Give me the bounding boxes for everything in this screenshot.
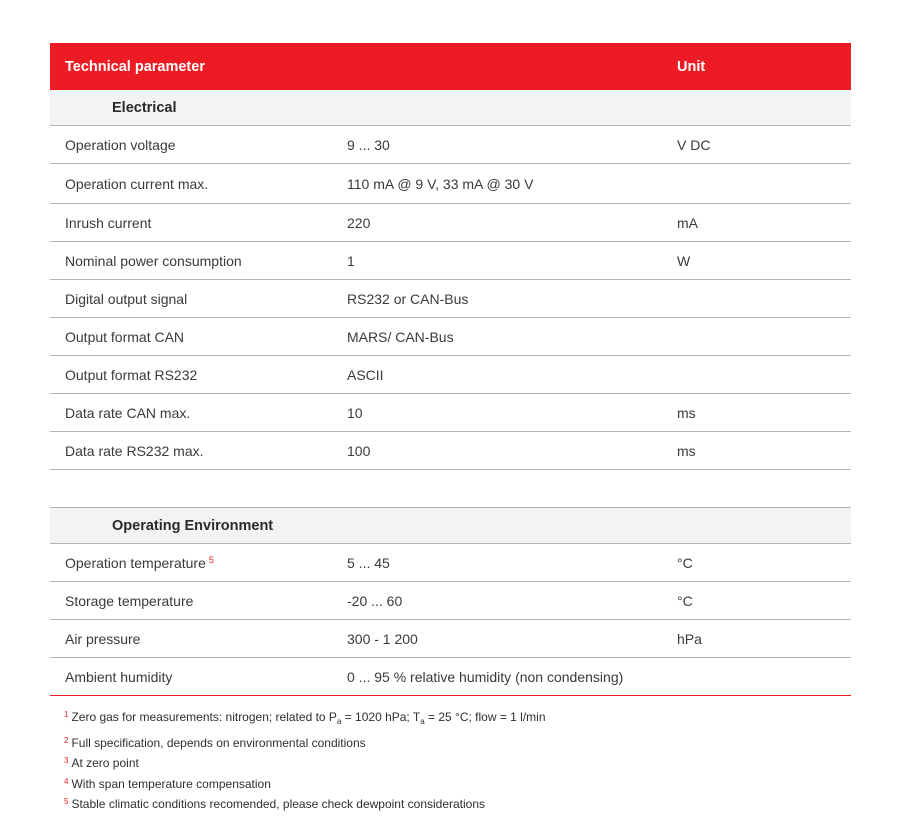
footnote-text: = 1020 hPa; T	[341, 710, 421, 724]
footnote-mark: 5	[64, 797, 69, 806]
param-name	[65, 555, 214, 571]
footnote-text: Zero gas for measurements: nitrogen; related to P	[71, 710, 337, 724]
spec-table	[50, 43, 851, 696]
param-name: Operation current max.	[65, 175, 209, 192]
footnote-subscript: a	[420, 717, 425, 726]
table-row	[50, 242, 851, 280]
footnote-mark: 1	[64, 710, 69, 719]
param-unit: W	[677, 252, 691, 269]
table-row	[50, 318, 851, 356]
table-row	[50, 544, 851, 582]
param-value: 220	[347, 214, 371, 231]
param-unit: ms	[677, 404, 696, 421]
table-row	[50, 204, 851, 242]
section-operating-environment: Operating Environment	[50, 508, 851, 544]
footnote-text: Full specification, depends on environmental conditions	[71, 735, 366, 750]
table-row	[50, 394, 851, 432]
footnote-4	[64, 773, 546, 794]
table-row	[50, 582, 851, 620]
footnote-5	[64, 793, 546, 814]
section-spacer	[50, 470, 851, 508]
footnote-3	[64, 752, 546, 773]
param-unit: hPa	[677, 630, 702, 647]
header-parameter: Technical parameter	[65, 58, 205, 75]
param-name: Inrush current	[65, 214, 152, 231]
footnote-text: Stable climatic conditions recomended, please check dewpoint considerations	[71, 797, 486, 811]
param-unit: °C	[677, 554, 693, 571]
param-name: Air pressure	[65, 630, 141, 647]
param-value: 0 ... 95 % relative humidity (non condensing)	[347, 668, 624, 685]
param-unit: ms	[677, 442, 696, 459]
param-unit: °C	[677, 592, 693, 609]
param-unit: V DC	[677, 136, 711, 153]
footnote-mark: 2	[64, 735, 69, 745]
param-value: 10	[347, 404, 363, 421]
header-unit: Unit	[677, 58, 706, 75]
param-value: 110 mA @ 9 V, 33 mA @ 30 V	[347, 175, 534, 192]
param-value: 100	[347, 442, 371, 459]
footnote-mark: 4	[64, 776, 69, 786]
param-name: Ambient humidity	[65, 668, 173, 685]
footnote-ref: 5	[208, 554, 214, 565]
table-row	[50, 658, 851, 696]
footnote-2	[64, 732, 546, 753]
section-electrical: Electrical	[50, 90, 851, 126]
param-value: 9 ... 30	[347, 136, 390, 153]
param-unit: mA	[677, 214, 698, 231]
param-value: ASCII	[347, 366, 384, 383]
footnote-subscript: a	[336, 717, 342, 726]
table-row	[50, 280, 851, 318]
table-row	[50, 164, 851, 204]
param-value: RS232 or CAN-Bus	[347, 290, 469, 307]
table-row	[50, 356, 851, 394]
footnote-1	[64, 706, 546, 732]
footnote-text: At zero point	[71, 756, 139, 770]
param-name: Storage temperature	[65, 592, 194, 609]
footnote-text: With span temperature compensation	[71, 776, 271, 791]
param-name: Output format RS232	[65, 366, 198, 383]
table-row	[50, 432, 851, 470]
footnote-mark: 3	[64, 756, 69, 765]
param-name: Nominal power consumption	[65, 252, 242, 269]
param-name: Digital output signal	[65, 290, 188, 307]
param-name: Data rate CAN max.	[65, 404, 191, 421]
param-name: Data rate RS232 max.	[65, 442, 204, 459]
param-name: Output format CAN	[65, 328, 185, 345]
footnotes	[64, 706, 546, 814]
table-row	[50, 126, 851, 164]
param-value: 300 - 1 200	[347, 630, 418, 647]
table-row	[50, 620, 851, 658]
param-name: Operation voltage	[65, 136, 176, 153]
param-value: 1	[347, 252, 355, 269]
table-header	[50, 43, 851, 90]
footnote-text: = 25 °C; flow = 1 l/min	[424, 710, 546, 724]
param-value: 5 ... 45	[347, 554, 390, 571]
param-value: -20 ... 60	[347, 592, 403, 609]
param-value: MARS/ CAN-Bus	[347, 328, 454, 345]
param-name-text: Operation temperature	[65, 554, 206, 571]
